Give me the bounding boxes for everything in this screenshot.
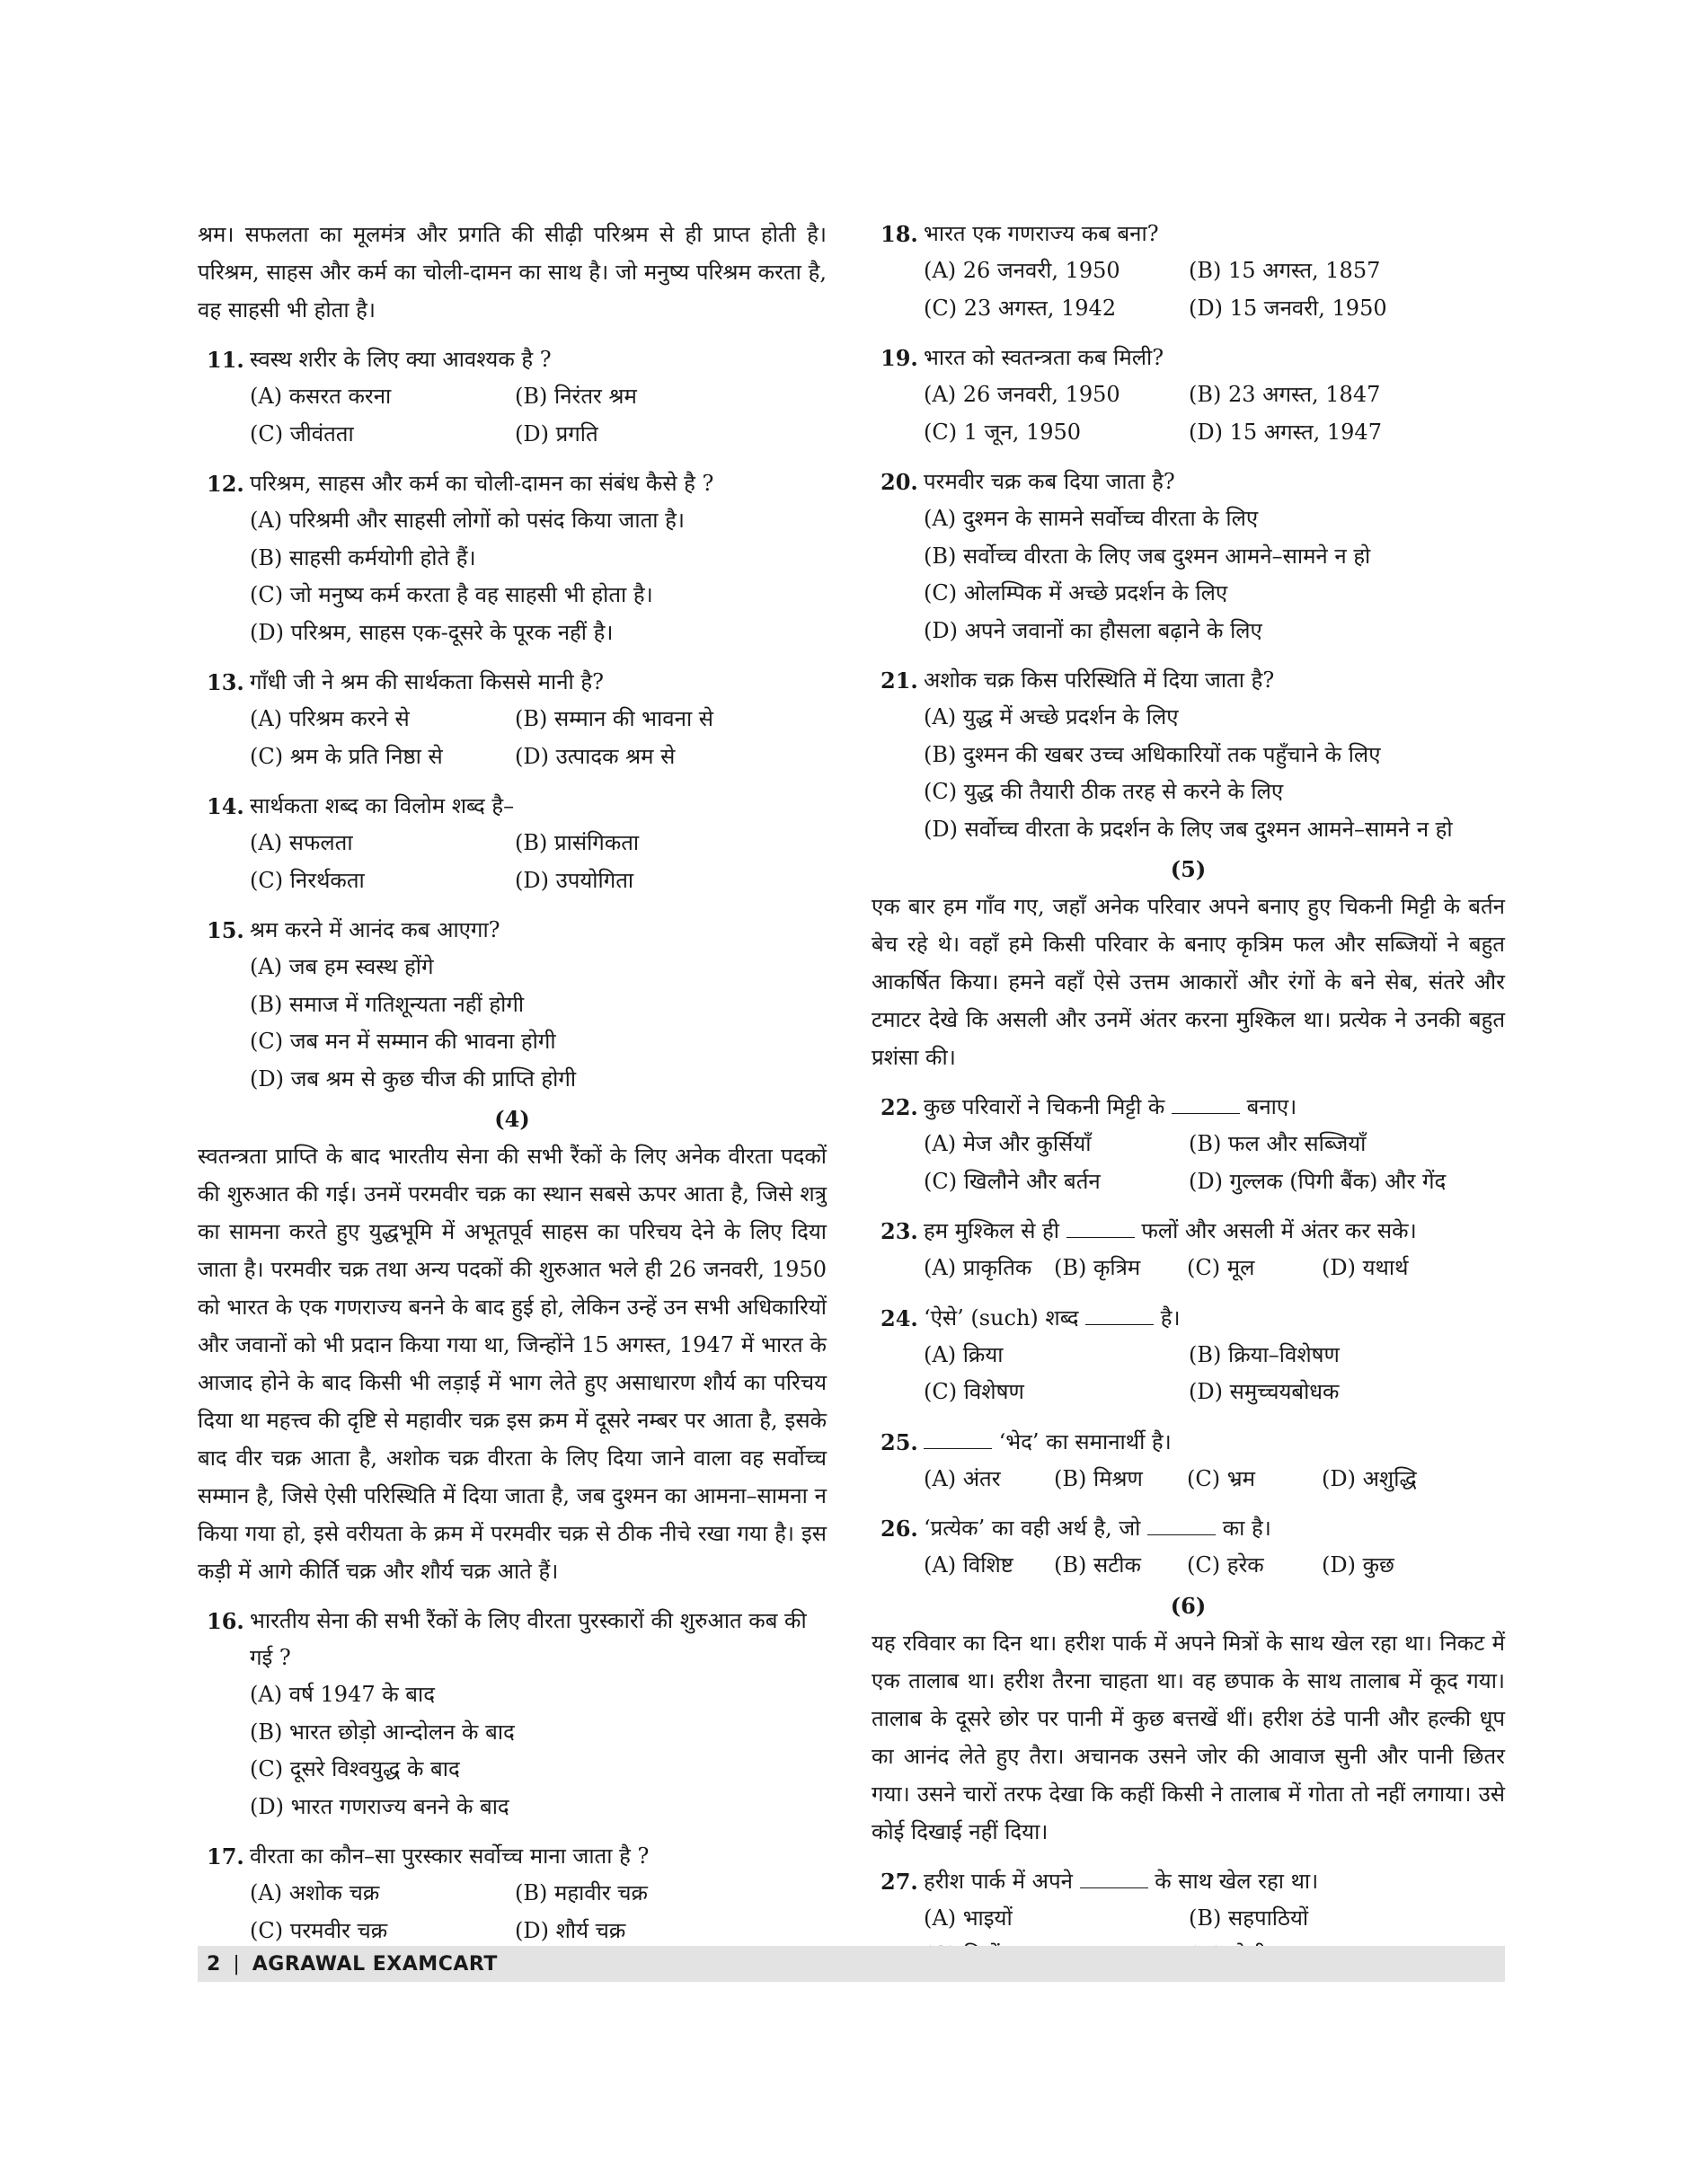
question-number: 12. — [207, 471, 244, 497]
question-text-after: है। — [1160, 1304, 1181, 1330]
passage-6: यह रविवार का दिन था। हरीश पार्क में अपने मित्रों के साथ खेल रहा था। निकट में एक तालाब था। हरीश तैरना चाहता था। वह छपाक के साथ तालाब में कूद गया। तालाब के दूसरे छोर पर पानी में कुछ बत्तखें थीं। हरीश ठंडे पानी और हल्की धूप का आनंद लेते हुए तैरा। अचानक उसने जोर की आवाज सुनी और पानी छितर गया। उसने चारों तरफ देखा कि कहीं किसी ने तालाब में गोता तो नहीं लगाया। उसे कोई दिखाई नहीं दिया। — [872, 1630, 1506, 1844]
option-b: (B) कृत्रिम — [1054, 1255, 1141, 1280]
option-c: (C) खिलौने और बर्तन — [924, 1168, 1101, 1194]
answer-blank — [1085, 1308, 1154, 1325]
question-20 — [872, 464, 1505, 650]
question-26 — [872, 1510, 1505, 1585]
question-number: 16. — [207, 1608, 244, 1634]
option-c: (C) ओलम्पिक में अच्छे प्रदर्शन के लिए — [924, 580, 1228, 606]
option-c: (C) हरेक — [1187, 1552, 1264, 1578]
option-b: (B) भारत छोड़ो आन्दोलन के बाद — [250, 1719, 515, 1745]
question-number: 27. — [881, 1868, 918, 1895]
option-c: (C) दूसरे विश्वयुद्ध के बाद — [250, 1756, 460, 1781]
option-a: (A) मेज और कुर्सियाँ — [924, 1131, 1092, 1156]
question-text: स्वस्थ शरीर के लिए क्या आवश्यक है ? — [250, 347, 552, 372]
passage-5: एक बार हम गाँव गए, जहाँ अनेक परिवार अपने बनाए हुए चिकनी मिट्टी के बर्तन बेच रहे थे। वहाँ हमे किसी परिवार के बनाए कृत्रिम फल और सब्जियों ने बहुत आकर्षित किया। हमने वहाँ ऐसे उत्तम आकारों और रंगों के बने सेब, संतरे और टमाटर देखे कि असली और उनमें अंतर करना मुश्किल था। प्रत्येक ने उनकी बहुत प्रशंसा की। — [872, 894, 1505, 1070]
option-d: (D) भारत गणराज्य बनने के बाद — [250, 1793, 509, 1819]
passage-3-continuation: श्रम। सफलता का मूलमंत्र और प्रगति की सीढ़ी परिश्रम से ही प्राप्त होती है। परिश्रम, साहस और कर्म का चोली-दामन का साथ है। जो मनुष्य परिश्रम करता है, वह साहसी भी होता है। — [198, 222, 827, 323]
option-d: (D) 15 जनवरी, 1950 — [1189, 295, 1387, 321]
question-text-after: ‘भेद’ का समानार्थी है। — [998, 1428, 1172, 1454]
option-a: (A) दुश्मन के सामने सर्वोच्च वीरता के लिए — [924, 506, 1259, 531]
question-text-before: ‘प्रत्येक’ का वही अर्थ है, जो — [924, 1516, 1141, 1541]
question-text-after: के साथ खेल रहा था। — [1155, 1868, 1319, 1894]
option-c: (C) जीवंतता — [250, 420, 354, 446]
option-a: (A) 26 जनवरी, 1950 — [924, 382, 1120, 407]
question-number: 26. — [881, 1516, 918, 1542]
option-c: (C) श्रम के प्रति निष्ठा से — [250, 743, 443, 769]
right-column — [872, 216, 1505, 1975]
option-d: (D) परिश्रम, साहस एक-दूसरे के पूरक नहीं है। — [250, 619, 614, 645]
option-c: (C) परमवीर चक्र — [250, 1917, 388, 1943]
question-text-before: ‘ऐसे’ (such) शब्द — [924, 1304, 1079, 1330]
option-d: (D) उत्पादक श्रम से — [515, 743, 676, 769]
question-text: भारतीय सेना की सभी रैंकों के लिए वीरता पुरस्कारों की शुरुआत कब की गई ? — [250, 1608, 807, 1670]
question-21 — [872, 662, 1505, 848]
question-text: भारत को स्वतन्त्रता कब मिली? — [924, 345, 1164, 370]
question-text: वीरता का कौन–सा पुरस्कार सर्वोच्च माना जाता है ? — [250, 1843, 650, 1869]
option-d: (D) जब श्रम से कुछ चीज की प्राप्ति होगी — [250, 1065, 577, 1092]
question-11 — [198, 341, 827, 453]
question-text-after: का है। — [1222, 1516, 1271, 1541]
option-a: (A) क्रिया — [924, 1341, 1004, 1367]
question-number: 18. — [881, 221, 918, 247]
option-c: (C) 1 जून, 1950 — [924, 419, 1082, 445]
option-b: (B) समाज में गतिशून्यता नहीं होगी — [250, 991, 525, 1017]
option-d: (D) अशुद्धि — [1322, 1465, 1417, 1491]
option-d: (D) कुछ — [1322, 1552, 1394, 1578]
option-b: (B) निरंतर श्रम — [515, 384, 637, 409]
option-c: (C) जब मन में सम्मान की भावना होगी — [250, 1029, 556, 1054]
question-22 — [872, 1089, 1505, 1200]
option-d: (D) 15 अगस्त, 1947 — [1189, 419, 1382, 445]
option-a: (A) सफलता — [250, 830, 353, 855]
section-heading-6: (6) — [1170, 1592, 1207, 1619]
page-number: 2 — [207, 1952, 221, 1976]
answer-blank — [1066, 1221, 1135, 1238]
question-17 — [198, 1838, 827, 1949]
question-number: 17. — [207, 1843, 244, 1870]
option-d: (D) गुल्लक (पिगी बैंक) और गेंद — [1189, 1168, 1447, 1194]
option-b: (B) सटीक — [1054, 1552, 1141, 1578]
option-a: (A) 26 जनवरी, 1950 — [924, 258, 1120, 283]
question-14 — [198, 788, 827, 899]
option-a: (A) युद्ध में अच्छे प्रदर्शन के लिए — [924, 704, 1179, 729]
passage-4: स्वतन्त्रता प्राप्ति के बाद भारतीय सेना की सभी रैंकों के लिए अनेक वीरता पदकों की शुरुआत की गई। उनमें परमवीर चक्र का स्थान सबसे ऊपर आता है, जिसे शत्रु का सामना करते हुए युद्धभूमि में अभूतपूर्व साहस का परिचय देने के लिए दिया जाता है। परमवीर चक्र तथा अन्य पदकों की शुरुआत भले ही 26 जनवरी, 1950 को भारत के एक गणराज्य बनने के बाद हुई हो, लेकिन उन्हें उन सभी अधिकारियों और जवानों को भी प्रदान किया गया था, जिन्होंने 15 अगस्त, 1947 में भारत के आजाद होने के बाद किसी भी लड़ाई में भाग लेते हुए असाधारण शौर्य का परिचय दिया था महत्त्व की दृष्टि से महावीर चक्र इस क्रम में दूसरे नम्बर पर आता है, इसके बाद वीर चक्र आता है, अशोक चक्र वीरता के लिए दिया जाने वाला वह सर्वोच्च सम्मान है, जिसे ऐसी परिस्थिति में दिया जाता है, जब दुश्मन का आमना–सामना न किया गया हो, इसे वरीयता के क्रम में परमवीर चक्र से ठीक नीचे रखा गया है। इस कड़ी में आगे कीर्ति चक्र और शौर्य चक्र आते हैं। — [198, 1144, 827, 1584]
question-text: परमवीर चक्र कब दिया जाता है? — [924, 469, 1175, 494]
question-12 — [198, 465, 827, 651]
option-a: (A) वर्ष 1947 के बाद — [250, 1682, 435, 1707]
question-text-after: बनाए। — [1246, 1094, 1297, 1119]
question-text-after: फलों और असली में अंतर कर सके। — [1141, 1218, 1417, 1243]
option-b: (B) सर्वोच्च वीरता के लिए जब दुश्मन आमने–सामने न हो — [924, 543, 1371, 569]
brand-logo-text: AGRAWAL EXAMCART — [252, 1952, 498, 1976]
section-heading-4: (4) — [494, 1106, 530, 1132]
answer-blank — [1172, 1097, 1240, 1114]
option-a: (A) जब हम स्वस्थ होंगे — [250, 954, 434, 979]
question-number: 13. — [207, 669, 244, 695]
option-b: (B) 15 अगस्त, 1857 — [1189, 258, 1381, 283]
option-d: (D) प्रगति — [515, 420, 598, 446]
question-text: श्रम करने में आनंद कब आएगा? — [250, 917, 500, 942]
question-18 — [872, 216, 1505, 327]
option-d: (D) अपने जवानों का हौसला बढ़ाने के लिए — [924, 617, 1262, 643]
option-b: (B) मिश्रण — [1054, 1465, 1143, 1491]
question-23 — [872, 1213, 1505, 1287]
option-c: (C) मूल — [1187, 1255, 1255, 1280]
option-b: (B) 23 अगस्त, 1847 — [1189, 382, 1381, 407]
question-text: सार्थकता शब्द का विलोम शब्द है– — [250, 793, 515, 818]
option-a: (A) अशोक चक्र — [250, 1880, 380, 1905]
option-b: (B) प्रासंगिकता — [515, 830, 640, 855]
question-number: 25. — [881, 1428, 918, 1455]
option-b: (B) महावीर चक्र — [515, 1880, 648, 1905]
option-a: (A) भाइयों — [924, 1905, 1013, 1931]
option-d: (D) यथार्थ — [1322, 1255, 1409, 1280]
option-b: (B) सहपाठियों — [1189, 1905, 1309, 1931]
question-number: 14. — [207, 793, 244, 819]
option-a: (A) परिश्रम करने से — [250, 706, 410, 731]
question-15 — [198, 912, 827, 1098]
answer-blank — [1080, 1871, 1148, 1888]
question-text: गाँधी जी ने श्रम की सार्थकता किससे मानी है? — [250, 669, 604, 694]
left-column — [198, 216, 827, 1949]
option-c: (C) जो मनुष्य कर्म करता है वह साहसी भी होता है। — [250, 582, 653, 607]
question-16 — [198, 1603, 827, 1825]
option-d: (D) सर्वोच्च वीरता के प्रदर्शन के लिए जब दुश्मन आमने–सामने न हो — [924, 816, 1453, 842]
option-a: (A) प्राकृतिक — [924, 1255, 1032, 1280]
option-c: (C) विशेषण — [924, 1379, 1024, 1404]
option-c: (C) भ्रम — [1187, 1465, 1255, 1491]
footer-separator: | — [233, 1952, 240, 1976]
option-b: (B) फल और सब्जियाँ — [1189, 1131, 1367, 1156]
question-number: 22. — [881, 1094, 918, 1120]
option-c: (C) युद्ध की तैयारी ठीक तरह से करने के लिए — [924, 779, 1284, 804]
option-d: (D) समुच्चयबोधक — [1189, 1379, 1340, 1404]
question-text: भारत एक गणराज्य कब बना? — [924, 221, 1159, 246]
question-text: परिश्रम, साहस और कर्म का चोली-दामन का संबंध कैसे है ? — [250, 471, 714, 496]
option-c: (C) 23 अगस्त, 1942 — [924, 295, 1117, 321]
question-number: 19. — [881, 345, 918, 371]
option-c: (C) निरर्थकता — [250, 867, 365, 893]
option-b: (B) सम्मान की भावना से — [515, 706, 714, 731]
option-a: (A) विशिष्ट — [924, 1552, 1013, 1578]
question-text: अशोक चक्र किस परिस्थिति में दिया जाता है? — [924, 667, 1275, 693]
question-19 — [872, 340, 1505, 451]
question-number: 15. — [207, 917, 244, 943]
question-text-before: हम मुश्किल से ही — [924, 1218, 1060, 1243]
option-d: (D) शौर्य चक्र — [515, 1917, 626, 1943]
option-b: (B) दुश्मन की खबर उच्च अधिकारियों तक पहुँचाने के लिए — [924, 741, 1381, 767]
question-text-before: हरीश पार्क में अपने — [924, 1868, 1073, 1894]
option-d: (D) उपयोगिता — [515, 867, 634, 893]
section-heading-5: (5) — [1170, 856, 1207, 882]
option-a: (A) परिश्रमी और साहसी लोगों को पसंद किया जाता है। — [250, 508, 685, 533]
page-footer — [198, 1946, 1505, 1982]
question-24 — [872, 1300, 1505, 1411]
option-b: (B) साहसी कर्मयोगी होते हैं। — [250, 544, 476, 570]
question-number: 23. — [881, 1218, 918, 1244]
question-13 — [198, 664, 827, 775]
option-a: (A) अंतर — [924, 1465, 1001, 1491]
question-25 — [872, 1424, 1505, 1498]
answer-blank — [1147, 1518, 1216, 1535]
option-a: (A) कसरत करना — [250, 384, 392, 409]
answer-blank — [924, 1432, 992, 1449]
option-b: (B) क्रिया–विशेषण — [1189, 1341, 1340, 1367]
question-text-before: कुछ परिवारों ने चिकनी मिट्टी के — [924, 1094, 1165, 1119]
question-number: 11. — [207, 347, 244, 373]
question-number: 20. — [881, 469, 918, 495]
question-number: 21. — [881, 667, 918, 694]
question-number: 24. — [881, 1304, 918, 1331]
